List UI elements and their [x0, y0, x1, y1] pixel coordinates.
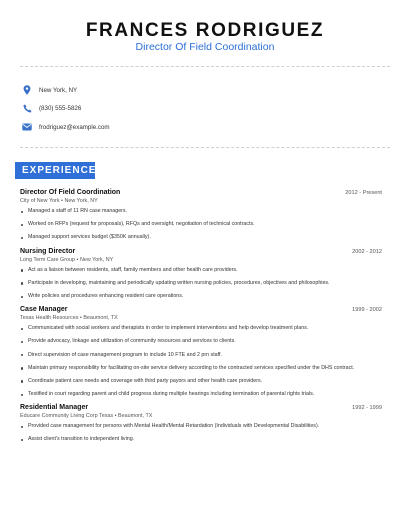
contact-phone — [22, 103, 110, 115]
job-employer: Educare Community Living Corp Texas — [20, 413, 114, 420]
job-bullet: Write policies and procedures enhancing resident care operations. — [20, 293, 382, 301]
job-entry — [20, 189, 382, 242]
job-bullet: Testified in court regarding parent and child progress during multiple hearings including termination of parental rights trials. — [20, 391, 382, 399]
job-location: New York, NY — [79, 256, 114, 263]
job-title: Case Manager — [20, 306, 68, 314]
email-icon — [22, 122, 32, 132]
job-employer-line: Texas Health Resources • Beaumont, TX — [20, 315, 118, 322]
job-bullets — [20, 325, 382, 399]
section-heading-experience: EXPERIENCE — [15, 162, 95, 179]
job-dates: 2002 - 2012 — [352, 248, 382, 255]
job-dates: 1992 - 1999 — [352, 405, 382, 412]
job-title: Residential Manager — [20, 404, 89, 412]
job-employer: City of New York — [20, 198, 60, 204]
phone-icon — [22, 104, 32, 114]
job-bullets — [20, 423, 382, 444]
job-bullets — [20, 267, 382, 301]
candidate-title: Director Of Field Coordination — [135, 41, 275, 53]
job-bullet: Provided case management for persons with Mental Health/Mental Retardation (Individuals with Developmental Disabilities). — [20, 423, 382, 431]
job-entry — [20, 248, 382, 301]
job-location: Beaumont, TX — [83, 315, 118, 322]
contact-location-text: New York, NY — [39, 86, 78, 94]
job-dates: 2012 - Present — [345, 190, 382, 196]
location-pin-icon — [22, 85, 32, 95]
job-employer: Texas Health Resources — [20, 315, 79, 322]
job-title: Director Of Field Coordination — [20, 189, 121, 196]
job-employer-line: Long Term Care Group • New York, NY — [20, 256, 114, 263]
header-divider — [20, 66, 390, 67]
job-bullet: Act as a liaison between residents, staff, family members and other health care providers. — [20, 267, 382, 275]
experience-list — [20, 189, 382, 450]
job-bullet: Maintain primary responsibility for facilitating on-site service delivery according to the contracted services specified under the DHS contract. — [20, 365, 382, 373]
job-entry — [20, 306, 382, 399]
job-bullets — [20, 208, 382, 242]
job-location: Beaumont, TX — [117, 413, 153, 420]
job-bullet: Direct supervision of case management program to include 10 FTE and 2 prn staff. — [20, 352, 382, 360]
job-entry — [20, 404, 382, 444]
candidate-name: FRANCES RODRIGUEZ — [85, 20, 325, 41]
job-bullet: Coordinate patient care needs and coverage with third party payors and other health care providers. — [20, 378, 382, 386]
job-employer-line: City of New York • New York, NY — [20, 198, 98, 204]
contact-list — [22, 84, 110, 140]
contact-location — [22, 84, 110, 96]
job-bullet: Managed a staff of 11 RN case managers. — [20, 208, 382, 216]
job-dates: 1999 - 2002 — [352, 307, 382, 314]
job-employer-line: Educare Community Living Corp Texas • Beaumont, TX — [20, 413, 153, 420]
job-employer: Long Term Care Group — [20, 256, 76, 263]
job-bullet: Communicated with social workers and therapists in order to implement interventions and help develop treatment plans. — [20, 325, 382, 333]
contact-divider — [20, 147, 390, 148]
job-bullet: Provide advocacy, linkage and utilization of community resources and services to clients. — [20, 338, 382, 346]
job-bullet: Worked on RFPs (request for proposals), RFQs and oversight, negotiation of technical contracts. — [20, 221, 382, 229]
contact-email-text[interactable]: frodriguez@example.com — [39, 123, 110, 131]
contact-phone-text: (830) 555-5826 — [39, 105, 82, 112]
contact-email[interactable] — [22, 121, 110, 133]
job-bullet: Assist client's transition to independent living. — [20, 436, 382, 444]
job-bullet: Participate in developing, maintaining and periodically updating written nursing policies, procedures, objectives and philosophies. — [20, 280, 382, 288]
job-title: Nursing Director — [20, 247, 76, 255]
job-location: New York, NY — [64, 198, 98, 204]
job-bullet: Managed support services budget ($350K annually). — [20, 234, 382, 242]
